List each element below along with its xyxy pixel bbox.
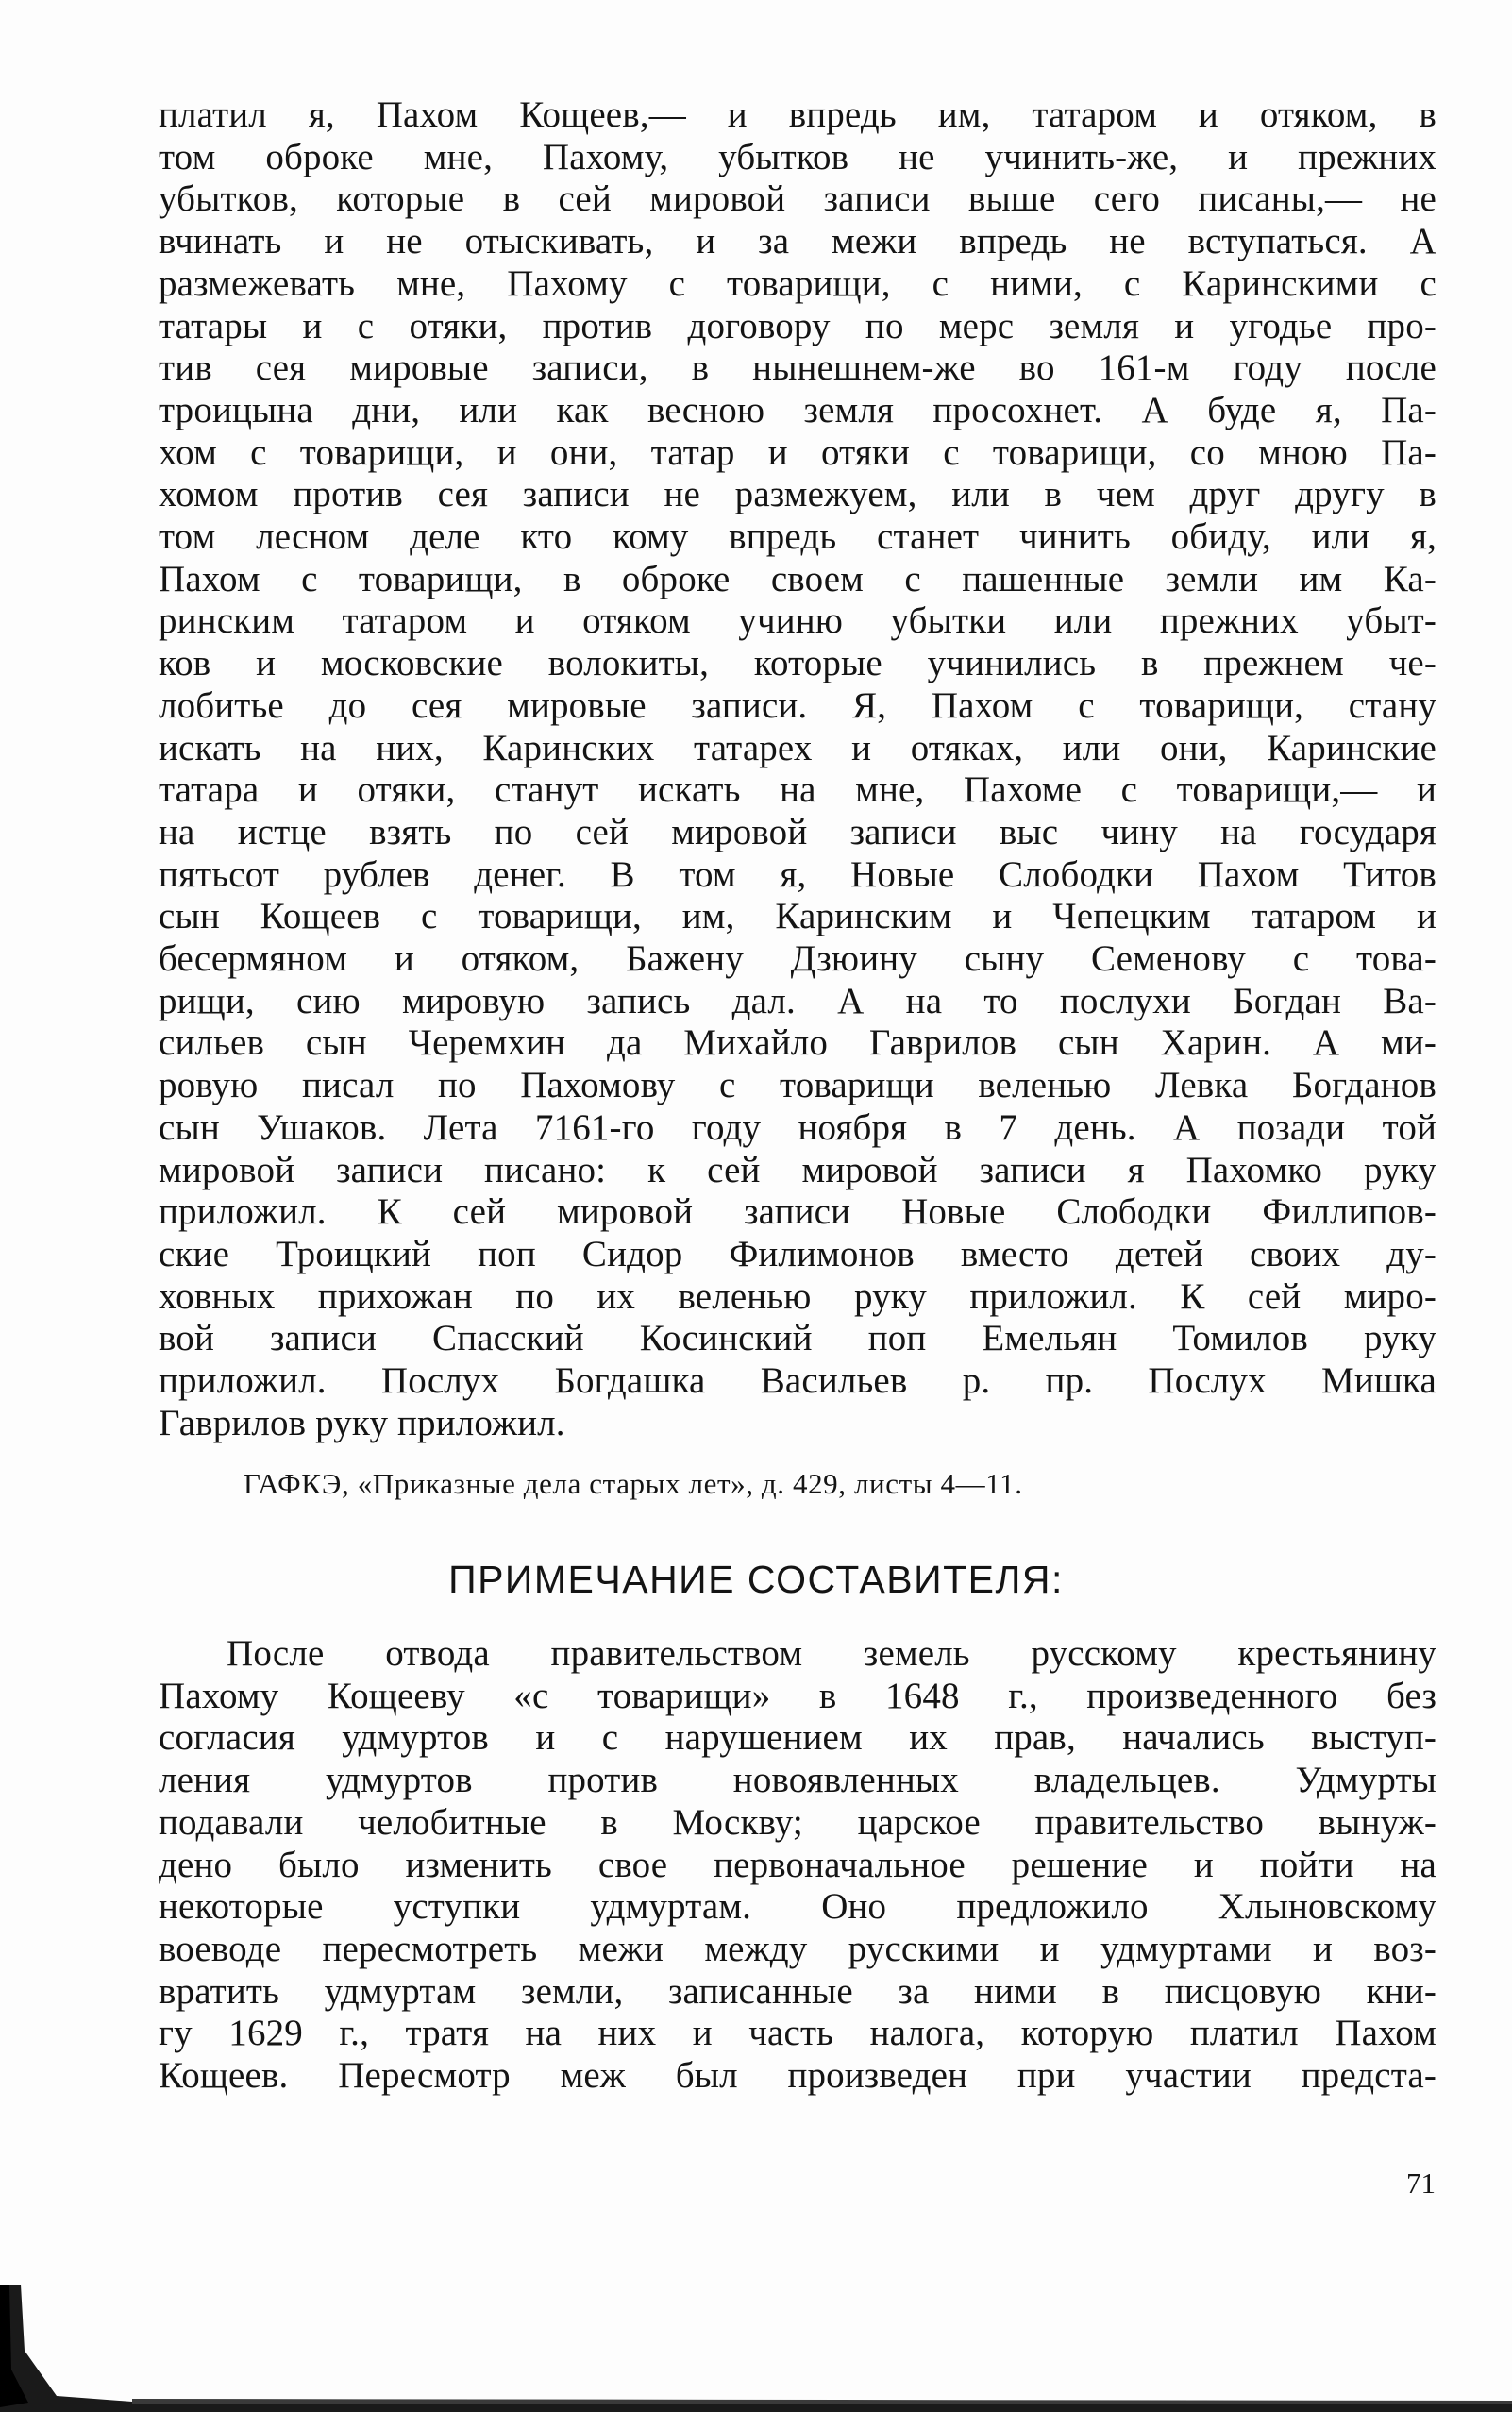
text-line: вчинать и не отыскивать, и за межи впредь не вступаться. А (159, 221, 1436, 262)
archive-reference: ГАФКЭ, «Приказные дела старых лет», д. 429, листы 4—11. (244, 1467, 1023, 1500)
text-line: сын Кощеев с товарищи, им, Каринским и Чепецким татаром и (159, 896, 1436, 937)
text-line: Гаврилов руку приложил. (159, 1402, 565, 1443)
text-line: вой записи Спасский Косинский поп Емельян Томилов руку (159, 1318, 1436, 1359)
text-line: том оброке мне, Пахому, убытков не учинить-же, и прежних (159, 136, 1436, 177)
text-line: мировой записи писано: к сей мировой записи я Пахомко руку (159, 1149, 1436, 1190)
text-line: Пахом с товарищи, в оброке своем с пашенные земли им Ка- (159, 558, 1436, 599)
note-line: После отвода правительством земель русскому крестьянину (227, 1633, 1436, 1674)
text-line: хомом против сея записи не размежуем, или в чем друг другу в (159, 474, 1436, 515)
text-line: на истце взять по сей мировой записи выс чину на государя (159, 811, 1436, 852)
text-line: тив сея мировые записи, в нынешнем-же во 161-м году после (159, 347, 1436, 389)
text-line: рищи, сию мировую запись дал. А на то послухи Богдан Ва- (159, 980, 1436, 1021)
text-line: троицына дни, или как весною земля просохнет. А буде я, Па- (159, 389, 1436, 430)
note-line: вратить удмуртам земли, записанные за ними в писцовую кни- (159, 1970, 1436, 2012)
text-line: татара и отяки, станут искать на мне, Пахоме с товарищи,— и (159, 769, 1436, 811)
text-line: ринским татаром и отяком учиню убытки или прежних убыт- (159, 600, 1436, 642)
page-bottom-shadow (0, 2285, 1512, 2412)
note-line: некоторые уступки удмуртам. Оно предложило Хлыновскому (159, 1886, 1436, 1928)
text-line: ховных прихожан по их веленью руку приложил. К сей миро- (159, 1275, 1436, 1317)
note-line: подавали челобитные в Москву; царское правительство вынуж- (159, 1801, 1436, 1843)
note-line: Пахому Кощееву «с товарищи» в 1648 г., произведенного без (159, 1675, 1436, 1716)
text-line: ские Троицкий поп Сидор Филимонов вместо детей своих ду- (159, 1233, 1436, 1274)
text-line: бесермяном и отяком, Бажену Дзюину сыну Семенову с това- (159, 938, 1436, 980)
text-line: убытков, которые в сей мировой записи выше сего писаны,— не (159, 178, 1436, 220)
note-line: гу 1629 г., тратя на них и часть налога, которую платил Пахом (159, 2013, 1436, 2054)
compiler-note-text (159, 1633, 1436, 2098)
note-line: воеводе пересмотреть межи между русскими и удмуртами и воз- (159, 1928, 1436, 1969)
text-line: сын Ушаков. Лета 7161-го году ноября в 7 день. А позади той (159, 1106, 1436, 1148)
note-line: Кощеев. Пересмотр меж был произведен при участии предста- (159, 2055, 1436, 2097)
document-main-text (159, 94, 1436, 1445)
text-line: сильев сын Черемхин да Михайло Гаврилов сын Харин. А ми- (159, 1022, 1436, 1064)
note-line: дено было изменить свое первоначальное решение и пойти на (159, 1844, 1436, 1885)
text-line: платил я, Пахом Кощеев,— и впредь им, татаром и отяком, в (159, 94, 1436, 135)
text-line: пятьсот рублев денег. В том я, Новые Слободки Пахом Титов (159, 853, 1436, 895)
page-number: 71 (1406, 2167, 1436, 2200)
text-line: приложил. К сей мировой записи Новые Слободки Филлипов- (159, 1191, 1436, 1233)
text-line: том лесном деле кто кому впредь станет чинить обиду, или я, (159, 516, 1436, 558)
text-line: искать на них, Каринских татарех и отяках, или они, Каринские (159, 727, 1436, 768)
text-line: ровую писал по Пахомову с товарищи веленью Левка Богданов (159, 1065, 1436, 1106)
text-line: татары и с отяки, против договору по мерс земля и угодье про- (159, 305, 1436, 346)
text-line: хом с товарищи, и они, татар и отяки с товарищи, со мною Па- (159, 431, 1436, 473)
text-line: ков и московские волокиты, которые учинились в прежнем че- (159, 643, 1436, 684)
scan-edge-artifact (0, 2285, 1512, 2412)
text-line: приложил. Послух Богдашка Васильев р. пр. Послух Мишка (159, 1360, 1436, 1402)
note-line: согласия удмуртов и с нарушением их прав, начались выступ- (159, 1717, 1436, 1759)
note-line: ления удмуртов против новоявленных владельцев. Удмурты (159, 1760, 1436, 1801)
text-line: лобитье до сея мировые записи. Я, Пахом с товарищи, стану (159, 684, 1436, 726)
section-heading: ПРИМЕЧАНИЕ СОСТАВИТЕЛЯ: (448, 1558, 1064, 1601)
text-line: размежевать мне, Пахому с товарищи, с ними, с Каринскими с (159, 262, 1436, 304)
